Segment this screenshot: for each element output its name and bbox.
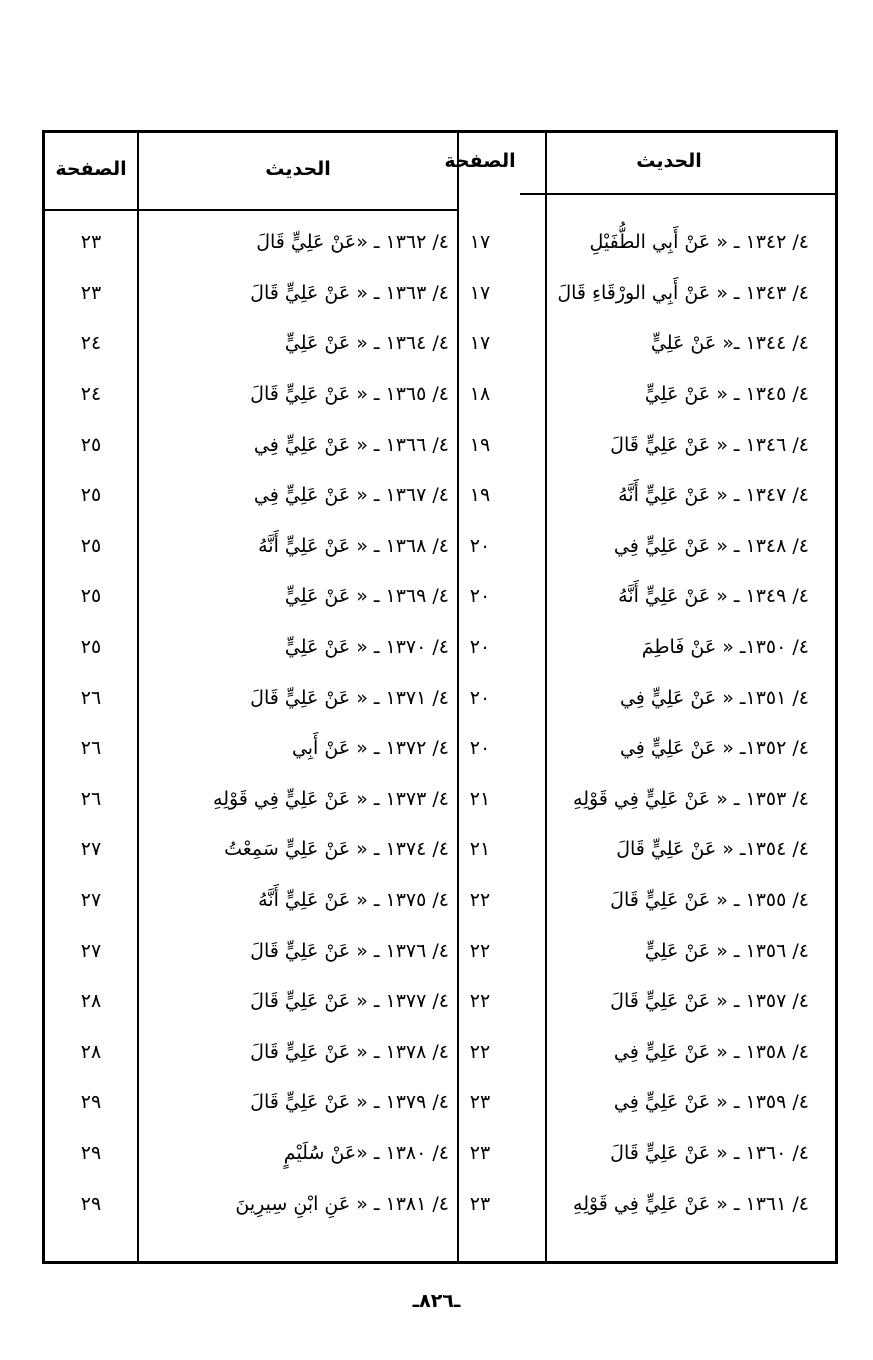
left-page-number: ٢٧ [80, 889, 102, 912]
left-hadith-header: الحديث [265, 158, 331, 180]
header-divider-right [520, 193, 835, 195]
table-row [45, 1027, 835, 1078]
left-hadith-entry: ٤/ ١٣٧٥ ـ « عَنْ عَلِيٍّ أَنَّهُ [258, 889, 449, 912]
left-hadith-entry: ٤/ ١٣٧٩ ـ « عَنْ عَلِيٍّ قَالَ [250, 1091, 449, 1114]
left-hadith-entry: ٤/ ١٣٦٦ ـ « عَنْ عَلِيٍّ فِي [253, 433, 449, 456]
left-hadith-entry: ٤/ ١٣٧١ ـ « عَنْ عَلِيٍّ قَالَ [250, 686, 449, 709]
right-hadith-entry: ٤/ ١٣٤٥ ـ « عَنْ عَلِيٍّ [644, 383, 809, 406]
table-row [45, 217, 835, 268]
right-hadith-entry: ٤/ ١٣٤٨ ـ « عَنْ عَلِيٍّ فِي [613, 534, 809, 557]
right-hadith-entry: ٤/ ١٣٥١ـ « عَنْ عَلِيٍّ فِي [619, 686, 809, 709]
table-row [45, 419, 835, 470]
left-page-number: ٢٥ [80, 585, 102, 608]
right-hadith-entry: ٤/ ١٣٥٩ ـ « عَنْ عَلِيٍّ فِي [613, 1091, 809, 1114]
right-hadith-entry: ٤/ ١٣٥٨ ـ « عَنْ عَلِيٍّ فِي [613, 1040, 809, 1063]
right-page-number: ٢٣ [469, 1141, 491, 1164]
right-hadith-entry: ٤/ ١٣٤٤ ـ« عَنْ عَلِيٍّ [650, 332, 809, 355]
right-hadith-entry: ٤/ ١٣٥٠ـ « عَنْ فَاطِمَ [641, 636, 809, 659]
left-hadith-entry: ٤/ ١٣٧٦ ـ « عَنْ عَلِيٍّ قَالَ [250, 939, 449, 962]
table-body [45, 217, 835, 1229]
table-row [45, 824, 835, 875]
header-divider-left [45, 209, 457, 211]
right-page-number: ٢٣ [469, 1192, 491, 1215]
table-row [45, 925, 835, 976]
left-page-number: ٢٤ [80, 332, 102, 355]
right-page-number: ٢٠ [469, 585, 491, 608]
table-row [45, 318, 835, 369]
left-page-number: ٢٧ [80, 838, 102, 861]
left-hadith-entry: ٤/ ١٣٨٠ ـ «عَنْ سُلَيْمٍ [283, 1141, 449, 1164]
right-hadith-entry: ٤/ ١٣٤٩ ـ « عَنْ عَلِيٍّ أَنَّهُ [618, 585, 809, 608]
right-hadith-entry: ٤/ ١٣٥٤ـ « عَنْ عَلِيٍّ قَالَ [616, 838, 809, 861]
right-hadith-entry: ٤/ ١٣٥٦ ـ « عَنْ عَلِيٍّ [644, 939, 809, 962]
left-page-number: ٢٤ [80, 383, 102, 406]
table-row [45, 1128, 835, 1179]
left-hadith-entry: ٤/ ١٣٦٥ ـ « عَنْ عَلِيٍّ قَالَ [250, 383, 449, 406]
right-hadith-entry: ٤/ ١٣٤٦ ـ « عَنْ عَلِيٍّ قَالَ [610, 433, 809, 456]
left-hadith-entry: ٤/ ١٣٦٧ ـ « عَنْ عَلِيٍّ فِي [253, 484, 449, 507]
table-row [45, 774, 835, 825]
right-page-number: ٢٠ [469, 737, 491, 760]
left-hadith-entry: ٤/ ١٣٦٢ ـ «عَنْ عَلِيٍّ قَالَ [256, 231, 449, 254]
left-hadith-entry: ٤/ ١٣٧٣ ـ « عَنْ عَلِيٍّ فِي قَوْلِهِ [213, 787, 449, 810]
left-hadith-entry: ٤/ ١٣٧٤ ـ « عَنْ عَلِيٍّ سَمِعْتُ [224, 838, 449, 861]
left-page-number: ٢٣ [80, 281, 102, 304]
left-page-number: ٢٩ [80, 1192, 102, 1215]
left-hadith-entry: ٤/ ١٣٦٩ ـ « عَنْ عَلِيٍّ [284, 585, 449, 608]
table-row [45, 369, 835, 420]
right-page-number: ٢٢ [469, 990, 491, 1013]
left-page-number: ٢٩ [80, 1141, 102, 1164]
left-page-number: ٢٦ [80, 787, 102, 810]
right-page-number: ١٩ [469, 484, 491, 507]
right-page-number: ١٧ [469, 231, 491, 254]
right-page-number: ٢٠ [469, 534, 491, 557]
left-page-number: ٢٥ [80, 636, 102, 659]
table-row [45, 875, 835, 926]
left-page-number: ٢٥ [80, 433, 102, 456]
left-page-number: ٢٩ [80, 1091, 102, 1114]
left-hadith-entry: ٤/ ١٣٨١ ـ « عَنِ ابْنِ سِيرِينَ [235, 1192, 449, 1215]
right-page-number: ٢٣ [469, 1091, 491, 1114]
left-hadith-entry: ٤/ ١٣٦٤ ـ « عَنْ عَلِيٍّ [284, 332, 449, 355]
right-hadith-entry: ٤/ ١٣٤٣ ـ « عَنْ أَبِي الورْقَاءِ قَالَ [557, 281, 809, 304]
left-page-number: ٢٣ [80, 231, 102, 254]
left-hadith-entry: ٤/ ١٣٧٧ ـ « عَنْ عَلِيٍّ قَالَ [250, 990, 449, 1013]
right-page-number: ٢٠ [469, 686, 491, 709]
left-hadith-entry: ٤/ ١٣٦٣ ـ « عَنْ عَلِيٍّ قَالَ [250, 281, 449, 304]
right-page-number: ١٧ [469, 332, 491, 355]
table-row [45, 723, 835, 774]
table-row [45, 571, 835, 622]
table-row [45, 976, 835, 1027]
right-hadith-header: الحديث [636, 150, 702, 172]
right-page-number: ١٧ [469, 281, 491, 304]
right-page-number: ١٨ [469, 383, 491, 406]
right-page-number: ٢١ [469, 838, 491, 861]
left-page-number: ٢٥ [80, 484, 102, 507]
left-page-number: ٢٦ [80, 737, 102, 760]
left-hadith-entry: ٤/ ١٣٧٢ ـ « عَنْ أَبِي [291, 737, 449, 760]
left-page-number: ٢٧ [80, 939, 102, 962]
right-page-number: ٢٢ [469, 889, 491, 912]
left-page-number: ٢٥ [80, 534, 102, 557]
table-row [45, 622, 835, 673]
index-table [42, 130, 838, 1264]
right-hadith-entry: ٤/ ١٣٦٠ ـ « عَنْ عَلِيٍّ قَالَ [610, 1141, 809, 1164]
table-row [45, 1077, 835, 1128]
right-page-number: ٢١ [469, 787, 491, 810]
left-page-number: ٢٦ [80, 686, 102, 709]
right-hadith-entry: ٤/ ١٣٥٧ ـ « عَنْ عَلِيٍّ قَالَ [610, 990, 809, 1013]
right-hadith-entry: ٤/ ١٣٤٧ ـ « عَنْ عَلِيٍّ أَنَّهُ [618, 484, 809, 507]
right-hadith-entry: ٤/ ١٣٤٢ ـ « عَنْ أَبِي الطُّفَيْلِ [589, 231, 809, 254]
right-hadith-entry: ٤/ ١٣٥٥ ـ « عَنْ عَلِيٍّ قَالَ [610, 889, 809, 912]
table-row [45, 672, 835, 723]
right-hadith-entry: ٤/ ١٣٦١ ـ « عَنْ عَلِيٍّ فِي قَوْلِهِ [573, 1192, 809, 1215]
page-number: ـ٨٢٦ـ [412, 1290, 461, 1312]
left-hadith-entry: ٤/ ١٣٧٠ ـ « عَنْ عَلِيٍّ [284, 636, 449, 659]
right-page-number: ٢٠ [469, 636, 491, 659]
left-page-number: ٢٨ [80, 990, 102, 1013]
table-row [45, 1178, 835, 1229]
left-hadith-entry: ٤/ ١٣٧٨ ـ « عَنْ عَلِيٍّ قَالَ [250, 1040, 449, 1063]
right-page-number: ١٩ [469, 433, 491, 456]
right-page-number: ٢٢ [469, 939, 491, 962]
right-hadith-entry: ٤/ ١٣٥٢ـ « عَنْ عَلِيٍّ فِي [619, 737, 809, 760]
table-row [45, 470, 835, 521]
right-page-header: الصفحة [444, 150, 516, 172]
left-page-header: الصفحة [55, 158, 127, 180]
table-row [45, 521, 835, 572]
left-hadith-entry: ٤/ ١٣٦٨ ـ « عَنْ عَلِيٍّ أَنَّهُ [258, 534, 449, 557]
table-row [45, 268, 835, 319]
left-page-number: ٢٨ [80, 1040, 102, 1063]
right-page-number: ٢٢ [469, 1040, 491, 1063]
right-hadith-entry: ٤/ ١٣٥٣ ـ « عَنْ عَلِيٍّ فِي قَوْلِهِ [573, 787, 809, 810]
